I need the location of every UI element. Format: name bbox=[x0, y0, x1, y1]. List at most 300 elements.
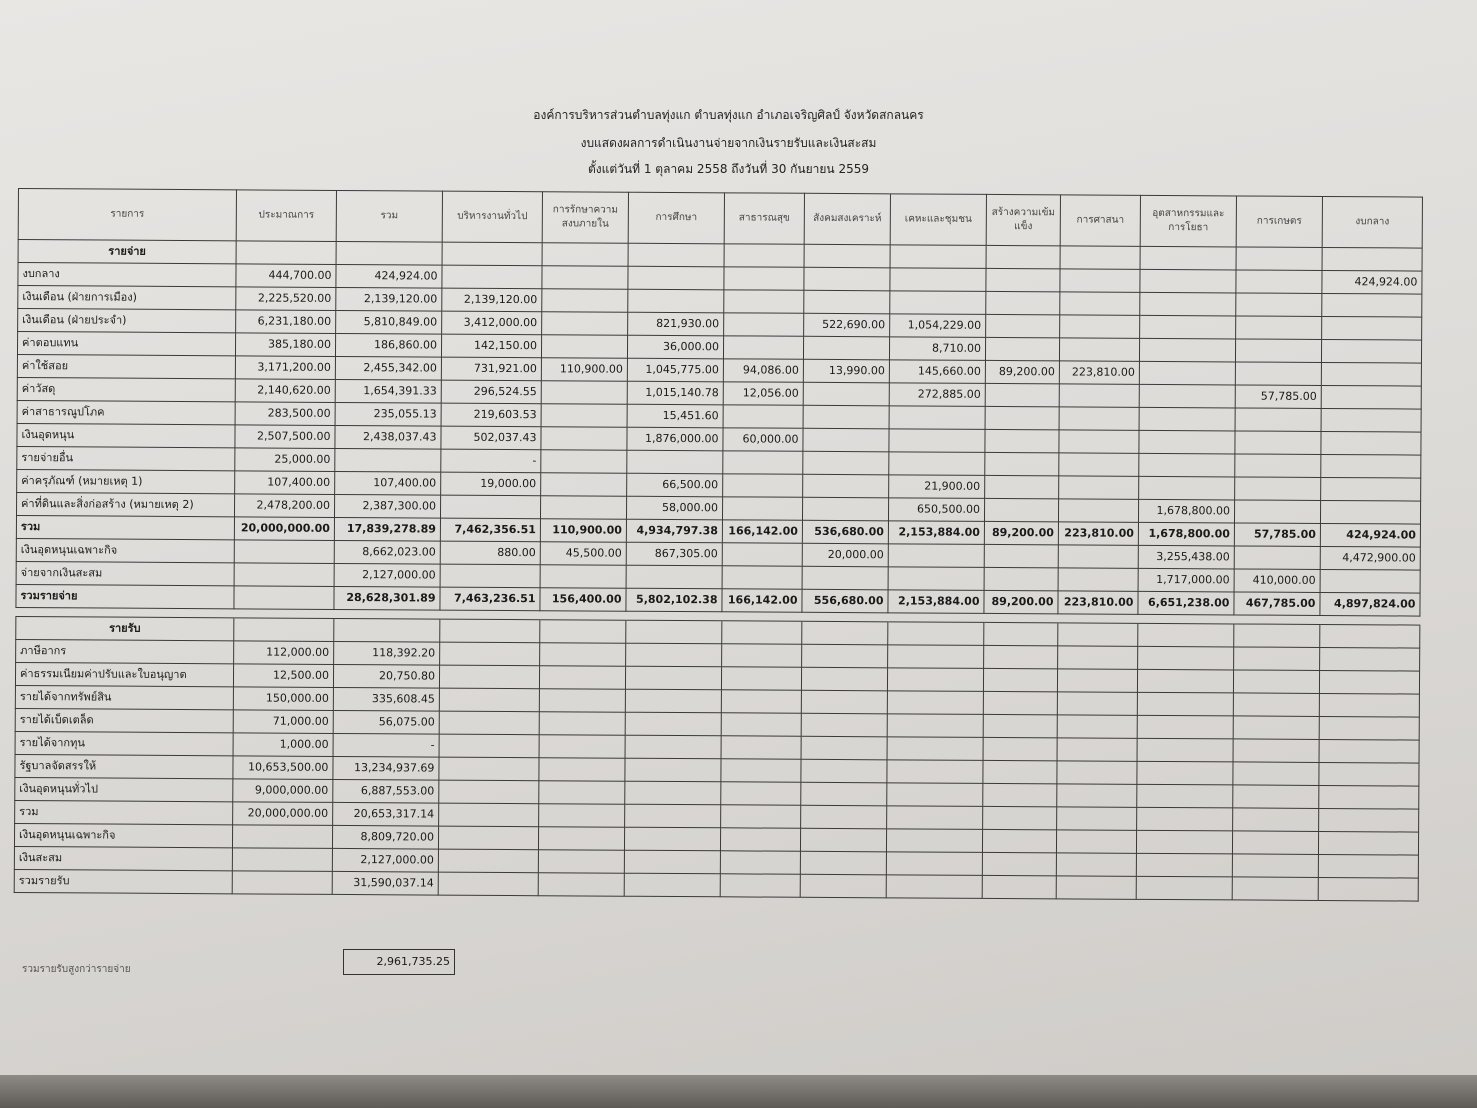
table-cell bbox=[887, 737, 983, 761]
table-cell bbox=[1137, 692, 1233, 716]
table-cell: 335,608.45 bbox=[333, 687, 439, 711]
table-cell: 223,810.00 bbox=[1058, 591, 1138, 614]
table-cell bbox=[1319, 785, 1419, 809]
table-cell bbox=[803, 336, 889, 360]
table-cell bbox=[890, 268, 986, 292]
row-label: เงินอุดหนุนทั่วไป bbox=[15, 777, 233, 801]
table-cell: 25,000.00 bbox=[235, 448, 335, 472]
table-cell bbox=[1233, 670, 1319, 694]
table-cell bbox=[984, 498, 1058, 521]
table-cell bbox=[539, 781, 625, 805]
row-label: รายได้จากทุน bbox=[15, 731, 233, 755]
table-cell bbox=[888, 645, 984, 669]
table-cell bbox=[335, 448, 441, 472]
table-cell bbox=[1322, 293, 1422, 317]
table-cell bbox=[439, 757, 539, 781]
table-cell bbox=[1059, 453, 1139, 476]
table-cell: 2,153,884.00 bbox=[888, 590, 984, 614]
spacer-cell bbox=[984, 613, 1058, 622]
table-cell bbox=[234, 563, 334, 587]
table-cell: 12,500.00 bbox=[233, 664, 333, 688]
table-cell bbox=[625, 804, 721, 828]
table-cell bbox=[540, 565, 626, 589]
table-cell bbox=[1234, 647, 1320, 671]
table-cell bbox=[438, 849, 538, 873]
table-cell bbox=[800, 851, 886, 875]
section-label: รายจ่าย bbox=[18, 240, 236, 264]
table-cell: 1,678,800.00 bbox=[1138, 499, 1234, 523]
table-cell bbox=[1235, 454, 1321, 478]
table-cell: 2,455,342.00 bbox=[335, 356, 441, 380]
table-cell bbox=[1235, 408, 1321, 432]
table-cell bbox=[628, 243, 724, 267]
table-cell bbox=[1234, 546, 1320, 570]
table-cell bbox=[724, 244, 804, 267]
row-label: ค่าที่ดินและสิ่งก่อสร้าง (หมายเหตุ 2) bbox=[16, 492, 234, 516]
table-cell bbox=[1060, 246, 1140, 269]
table-cell bbox=[625, 689, 721, 713]
table-cell bbox=[1318, 854, 1418, 878]
row-label: รายได้จากทรัพย์สิน bbox=[15, 685, 233, 709]
column-header: บริหารงานทั่วไป bbox=[442, 191, 542, 243]
table-cell: 89,200.00 bbox=[984, 590, 1058, 613]
table-cell bbox=[1057, 692, 1137, 715]
table-cell bbox=[1136, 853, 1232, 877]
table-cell: 2,507,500.00 bbox=[235, 425, 335, 449]
table-cell bbox=[984, 544, 1058, 567]
table-cell bbox=[982, 852, 1056, 875]
row-label: รวม bbox=[15, 800, 233, 824]
org-title: องค์การบริหารส่วนตำบลทุ่งแก ตำบลทุ่งแก อำเภอเจริญศิลป์ จังหวัดสกลนคร bbox=[533, 108, 924, 122]
table-cell bbox=[625, 712, 721, 736]
table-cell bbox=[722, 566, 802, 589]
table-cell bbox=[889, 406, 985, 430]
section-label: รายรับ bbox=[16, 616, 234, 640]
table-cell bbox=[1319, 762, 1419, 786]
table-cell bbox=[803, 382, 889, 406]
surplus-value: 2,961,735.25 bbox=[343, 949, 455, 975]
table-cell: 5,802,102.38 bbox=[626, 588, 722, 612]
table-cell bbox=[1140, 246, 1236, 270]
table-cell: 20,750.80 bbox=[333, 664, 439, 688]
table-cell: 424,924.00 bbox=[1322, 270, 1422, 294]
table-cell bbox=[1059, 384, 1139, 407]
table-cell bbox=[625, 735, 721, 759]
table-cell bbox=[802, 644, 888, 668]
table-cell: 2,127,000.00 bbox=[332, 848, 438, 872]
table-cell: 385,180.00 bbox=[235, 333, 335, 357]
table-cell bbox=[983, 806, 1057, 829]
table-cell bbox=[538, 850, 624, 874]
table-cell bbox=[983, 668, 1057, 691]
table-cell bbox=[1320, 569, 1420, 593]
table-cell: 145,660.00 bbox=[889, 360, 985, 384]
table-cell bbox=[439, 803, 539, 827]
table-cell bbox=[1319, 716, 1419, 740]
table-cell: 60,000.00 bbox=[723, 428, 803, 451]
table-cell: 867,305.00 bbox=[626, 542, 722, 566]
table-cell: 20,000,000.00 bbox=[233, 802, 333, 826]
table-cell: 8,710.00 bbox=[889, 337, 985, 361]
table-cell bbox=[984, 567, 1058, 590]
table-cell bbox=[1060, 269, 1140, 292]
table-cell: 2,153,884.00 bbox=[888, 521, 984, 545]
table-cell bbox=[721, 713, 801, 736]
table-cell bbox=[890, 291, 986, 315]
column-header: สังคมสงเคราะห์ bbox=[804, 193, 890, 245]
row-label: รัฐบาลจัดสรรให้ bbox=[15, 754, 233, 778]
table-cell bbox=[984, 622, 1058, 645]
table-cell bbox=[1056, 830, 1136, 853]
table-cell: 223,810.00 bbox=[1059, 361, 1139, 384]
table-cell: 8,809,720.00 bbox=[332, 825, 438, 849]
table-cell bbox=[438, 826, 538, 850]
table-cell bbox=[1057, 807, 1137, 830]
table-cell bbox=[1139, 476, 1235, 500]
table-cell bbox=[803, 428, 889, 452]
table-cell bbox=[627, 450, 723, 474]
table-cell bbox=[1318, 877, 1418, 901]
table-cell bbox=[234, 618, 334, 642]
row-label: จ่ายจากเงินสะสม bbox=[16, 561, 234, 585]
table-cell: 2,225,520.00 bbox=[236, 287, 336, 311]
table-cell bbox=[1319, 693, 1419, 717]
row-label: งบกลาง bbox=[18, 263, 236, 287]
table-cell bbox=[439, 780, 539, 804]
table-cell: 522,690.00 bbox=[804, 313, 890, 337]
table-cell bbox=[1235, 431, 1321, 455]
table-cell bbox=[1139, 338, 1235, 362]
table-cell: 2,438,037.43 bbox=[335, 425, 441, 449]
column-header: การรักษาความสงบภายใน bbox=[542, 192, 628, 244]
column-header: การเกษตร bbox=[1236, 196, 1322, 248]
table-cell: 36,000.00 bbox=[627, 335, 723, 359]
table-cell bbox=[804, 244, 890, 268]
table-cell: 150,000.00 bbox=[233, 687, 333, 711]
table-cell bbox=[1322, 316, 1422, 340]
table-cell bbox=[800, 874, 886, 898]
table-cell: 3,171,200.00 bbox=[235, 356, 335, 380]
table-cell bbox=[889, 429, 985, 453]
table-cell: 6,887,553.00 bbox=[333, 779, 439, 803]
table-cell bbox=[801, 690, 887, 714]
table-cell bbox=[887, 691, 983, 715]
table-cell bbox=[234, 540, 334, 564]
table-cell: 10,653,500.00 bbox=[233, 756, 333, 780]
table-cell bbox=[1056, 853, 1136, 876]
table-cell: 94,086.00 bbox=[723, 359, 803, 382]
table-cell: 3,255,438.00 bbox=[1138, 545, 1234, 569]
table-cell bbox=[804, 290, 890, 314]
table-cell bbox=[1056, 876, 1136, 899]
table-cell: 424,924.00 bbox=[1320, 523, 1420, 547]
table-cell bbox=[804, 267, 890, 291]
table-cell bbox=[889, 452, 985, 476]
table-cell bbox=[440, 642, 540, 666]
table-cell bbox=[724, 267, 804, 290]
table-cell bbox=[887, 714, 983, 738]
column-header: การศาสนา bbox=[1060, 195, 1140, 246]
column-header: ประมาณการ bbox=[236, 190, 336, 242]
table-cell bbox=[539, 758, 625, 782]
table-cell bbox=[625, 758, 721, 782]
table-cell: 45,500.00 bbox=[540, 542, 626, 566]
table-cell bbox=[626, 643, 722, 667]
table-cell bbox=[983, 691, 1057, 714]
table-cell bbox=[440, 564, 540, 588]
table-cell bbox=[1137, 784, 1233, 808]
table-cell bbox=[802, 621, 888, 645]
table-cell: 1,045,775.00 bbox=[627, 358, 723, 382]
table-cell bbox=[1235, 477, 1321, 501]
table-cell: 1,015,140.78 bbox=[627, 381, 723, 405]
table-cell: 536,680.00 bbox=[802, 520, 888, 544]
table-cell bbox=[625, 666, 721, 690]
table-cell bbox=[1233, 808, 1319, 832]
table-cell bbox=[801, 713, 887, 737]
table-cell bbox=[1059, 476, 1139, 499]
table-cell bbox=[722, 621, 802, 644]
row-label: เงินเดือน (ฝ่ายการเมือง) bbox=[18, 286, 236, 310]
table-cell: 6,651,238.00 bbox=[1138, 591, 1234, 615]
table-cell: 283,500.00 bbox=[235, 402, 335, 426]
table-cell: 15,451.60 bbox=[627, 404, 723, 428]
table-cell bbox=[1321, 385, 1421, 409]
table-cell bbox=[236, 241, 336, 265]
table-cell: 12,056.00 bbox=[723, 382, 803, 405]
table-cell bbox=[803, 474, 889, 498]
table-cell bbox=[888, 544, 984, 568]
table-cell bbox=[1319, 739, 1419, 763]
column-header: รวม bbox=[336, 190, 442, 242]
table-cell bbox=[801, 782, 887, 806]
table-cell bbox=[1320, 624, 1420, 648]
table-cell bbox=[442, 242, 542, 266]
table-cell bbox=[720, 828, 800, 851]
table-cell: 13,990.00 bbox=[803, 359, 889, 383]
table-cell bbox=[1139, 361, 1235, 385]
table-cell bbox=[624, 827, 720, 851]
header-row bbox=[18, 189, 1422, 249]
table-cell: 223,810.00 bbox=[1058, 522, 1138, 545]
table-cell: 57,785.00 bbox=[1234, 523, 1320, 547]
desk-edge bbox=[0, 1075, 1477, 1108]
table-cell bbox=[624, 873, 720, 897]
table-cell bbox=[1058, 646, 1138, 669]
table-cell: 66,500.00 bbox=[627, 473, 723, 497]
table-cell bbox=[1138, 623, 1234, 647]
table-cell: 166,142.00 bbox=[722, 520, 802, 543]
table-cell bbox=[887, 783, 983, 807]
table-cell bbox=[1236, 316, 1322, 340]
table-cell bbox=[1057, 715, 1137, 738]
table-cell bbox=[1235, 339, 1321, 363]
table-cell bbox=[1319, 670, 1419, 694]
table-cell: 89,200.00 bbox=[984, 521, 1058, 544]
row-label: รวมรายจ่าย bbox=[16, 584, 234, 608]
table-cell: 2,387,300.00 bbox=[334, 494, 440, 518]
table-cell: 1,000.00 bbox=[233, 733, 333, 757]
table-cell bbox=[540, 620, 626, 644]
table-cell bbox=[1058, 545, 1138, 568]
table-cell: 2,139,120.00 bbox=[336, 287, 442, 311]
table-cell bbox=[440, 619, 540, 643]
row-label: รายได้เบ็ดเตล็ด bbox=[15, 708, 233, 732]
table-cell bbox=[1057, 761, 1137, 784]
table-cell: 20,000,000.00 bbox=[234, 517, 334, 541]
row-label: ค่าใช้สอย bbox=[17, 354, 235, 378]
table-cell bbox=[887, 668, 983, 692]
table-cell bbox=[540, 643, 626, 667]
table-cell bbox=[890, 245, 986, 269]
table-cell bbox=[985, 337, 1059, 360]
table-cell bbox=[626, 565, 722, 589]
table-cell: 58,000.00 bbox=[626, 496, 722, 520]
table-cell bbox=[983, 760, 1057, 783]
table-cell bbox=[886, 829, 982, 853]
table-cell: 107,400.00 bbox=[335, 471, 441, 495]
table-cell: 20,000.00 bbox=[802, 543, 888, 567]
table-cell bbox=[1058, 623, 1138, 646]
table-cell bbox=[723, 474, 803, 497]
table-cell bbox=[985, 383, 1059, 406]
table-cell bbox=[542, 289, 628, 313]
table-cell: 2,139,120.00 bbox=[442, 288, 542, 312]
table-cell bbox=[539, 712, 625, 736]
table-cell: 8,662,023.00 bbox=[334, 540, 440, 564]
row-label: ค่าตอบแทน bbox=[17, 332, 235, 356]
table-cell bbox=[334, 618, 440, 642]
row-label: ค่าวัสดุ bbox=[17, 377, 235, 401]
table-cell bbox=[1235, 362, 1321, 386]
table-cell bbox=[985, 475, 1059, 498]
table-cell bbox=[439, 734, 539, 758]
table-cell bbox=[888, 567, 984, 591]
table-cell bbox=[803, 451, 889, 475]
table-cell bbox=[439, 665, 539, 689]
table-cell bbox=[1139, 407, 1235, 431]
table-cell bbox=[1057, 738, 1137, 761]
row-label: ภาษีอากร bbox=[16, 639, 234, 663]
table-cell: 110,900.00 bbox=[541, 358, 627, 382]
table-cell: 28,628,301.89 bbox=[334, 586, 440, 610]
table-cell: 17,839,278.89 bbox=[334, 517, 440, 541]
table-cell bbox=[1138, 646, 1234, 670]
table-cell bbox=[801, 667, 887, 691]
table-cell bbox=[1136, 876, 1232, 900]
table-cell: 107,400.00 bbox=[235, 471, 335, 495]
table-cell: 112,000.00 bbox=[234, 641, 334, 665]
row-label: ค่าครุภัณฑ์ (หมายเหตุ 1) bbox=[17, 469, 235, 493]
table-cell bbox=[541, 335, 627, 359]
table-cell bbox=[541, 404, 627, 428]
table-cell bbox=[439, 711, 539, 735]
table-cell bbox=[1139, 384, 1235, 408]
table-cell bbox=[986, 245, 1060, 268]
table-cell bbox=[1318, 831, 1418, 855]
table-cell bbox=[336, 241, 442, 265]
row-label: ค่าสาธารณูปโภค bbox=[17, 400, 235, 424]
table-cell bbox=[984, 645, 1058, 668]
table-cell: 2,140,620.00 bbox=[235, 379, 335, 403]
table-cell bbox=[1319, 808, 1419, 832]
table-cell: 20,653,317.14 bbox=[333, 802, 439, 826]
table-cell bbox=[438, 872, 538, 896]
report-period: ตั้งแต่วันที่ 1 ตุลาคม 2558 ถึงวันที่ 30 กันยายน 2559 bbox=[588, 162, 869, 176]
table-cell: 19,000.00 bbox=[441, 472, 541, 496]
table-cell bbox=[986, 314, 1060, 337]
table-cell: 424,924.00 bbox=[336, 264, 442, 288]
table-cell bbox=[721, 805, 801, 828]
table-cell bbox=[720, 851, 800, 874]
table-cell bbox=[1320, 647, 1420, 671]
table-cell bbox=[1232, 854, 1318, 878]
table-cell: 296,524.55 bbox=[441, 380, 541, 404]
table-cell: 1,054,229.00 bbox=[890, 314, 986, 338]
table-cell bbox=[722, 644, 802, 667]
table-cell: 2,478,200.00 bbox=[234, 494, 334, 518]
row-label: เงินสะสม bbox=[14, 846, 232, 870]
table-cell bbox=[1058, 568, 1138, 591]
table-cell bbox=[1137, 715, 1233, 739]
table-cell bbox=[628, 289, 724, 313]
table-cell bbox=[1137, 738, 1233, 762]
table-cell bbox=[886, 852, 982, 876]
table-cell bbox=[801, 736, 887, 760]
table-cell bbox=[1058, 499, 1138, 522]
table-cell: 5,810,849.00 bbox=[336, 310, 442, 334]
table-cell bbox=[1321, 454, 1421, 478]
table-cell bbox=[1321, 431, 1421, 455]
table-cell bbox=[541, 381, 627, 405]
table-cell bbox=[724, 313, 804, 336]
table-cell bbox=[539, 689, 625, 713]
table-cell: 9,000,000.00 bbox=[233, 779, 333, 803]
table-cell bbox=[800, 828, 886, 852]
table-cell: 6,231,180.00 bbox=[236, 310, 336, 334]
table-cell: 410,000.00 bbox=[1234, 569, 1320, 593]
row-label: ค่าธรรมเนียมค่าปรับและใบอนุญาต bbox=[15, 662, 233, 686]
table-cell bbox=[985, 406, 1059, 429]
table-cell bbox=[1057, 784, 1137, 807]
table-cell bbox=[887, 806, 983, 830]
table-cell bbox=[983, 783, 1057, 806]
table-cell bbox=[1060, 315, 1140, 338]
table-cell: 7,463,236.51 bbox=[440, 587, 540, 611]
table-cell bbox=[625, 781, 721, 805]
financial-table bbox=[14, 188, 1423, 902]
row-label: เงินอุดหนุนเฉพาะกิจ bbox=[16, 538, 234, 562]
table-cell: 4,934,797.38 bbox=[626, 519, 722, 543]
spacer-cell bbox=[1058, 614, 1138, 623]
table-cell bbox=[439, 688, 539, 712]
table-cell bbox=[232, 825, 332, 849]
table-cell: 4,897,824.00 bbox=[1320, 592, 1420, 616]
column-header: งบกลาง bbox=[1322, 196, 1422, 248]
table-cell: 821,930.00 bbox=[628, 312, 724, 336]
table-cell bbox=[1233, 785, 1319, 809]
table-cell bbox=[721, 759, 801, 782]
column-header: อุตสาหกรรมและการโยธา bbox=[1140, 195, 1236, 247]
table-cell bbox=[1140, 315, 1236, 339]
table-cell bbox=[1320, 500, 1420, 524]
table-cell bbox=[440, 495, 540, 519]
table-cell bbox=[986, 268, 1060, 291]
report-title: งบแสดงผลการดำเนินงานจ่ายจากเงินรายรับและเงินสะสม bbox=[580, 136, 877, 150]
table-cell bbox=[1060, 292, 1140, 315]
table-cell: 4,472,900.00 bbox=[1320, 546, 1420, 570]
table-cell bbox=[985, 429, 1059, 452]
